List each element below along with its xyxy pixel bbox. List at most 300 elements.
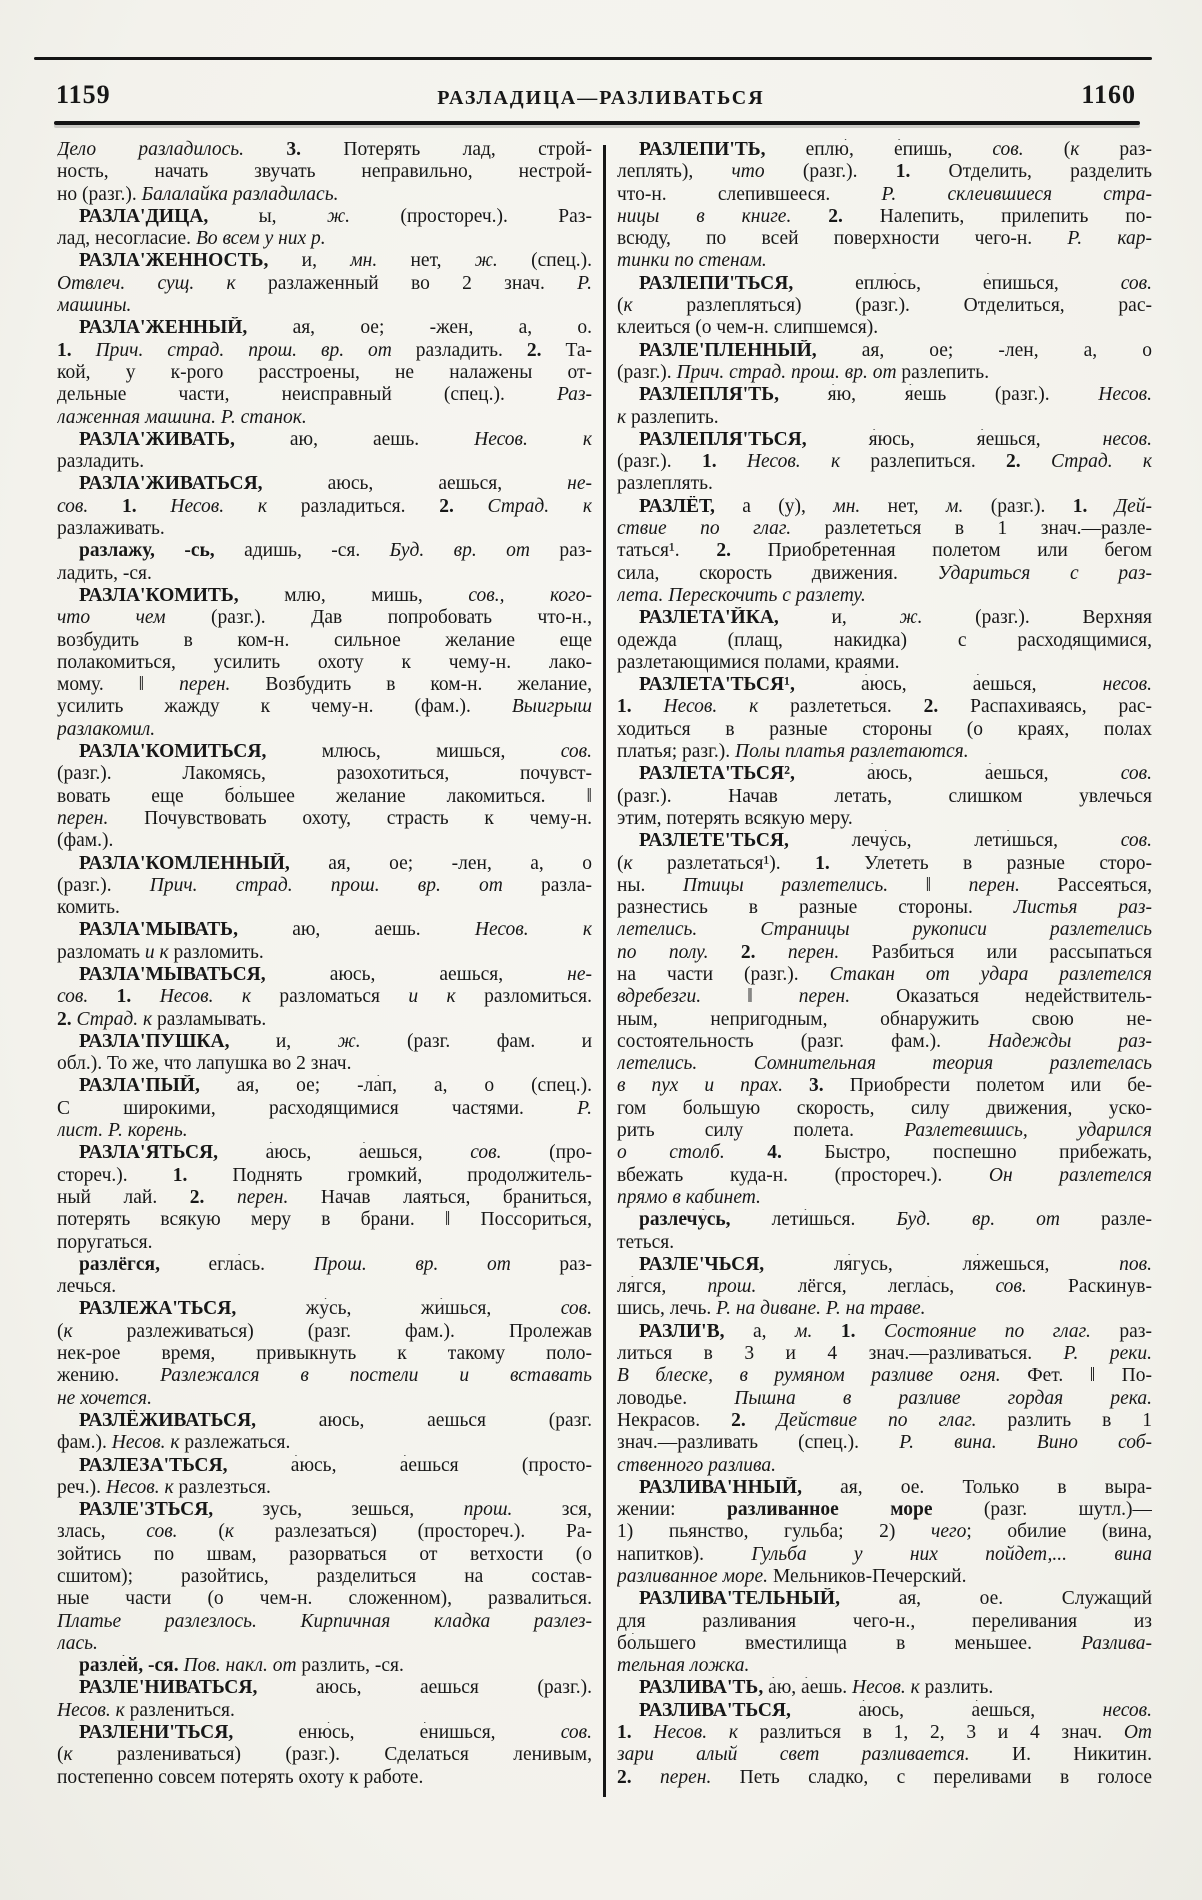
italic-text: Раз- (556, 384, 592, 406)
italic-text: Действие по глаг. (776, 1409, 1008, 1431)
italic-text: о столб. (617, 1142, 768, 1164)
plain-text: разлететься. (790, 696, 924, 718)
text-line (57, 1744, 592, 1766)
italic-text: Птицы разлетелись. (682, 874, 926, 896)
text-line (617, 652, 1152, 674)
bold-text: разлажу, -сь, (79, 540, 245, 562)
text-line (617, 1075, 1152, 1097)
bold-text: 2. (57, 1008, 77, 1030)
text-line (57, 1098, 592, 1120)
entry-start-line (617, 1321, 1152, 1343)
italic-text: ж. (326, 205, 401, 227)
plain-text: разломаться (279, 986, 409, 1008)
plain-text: ая, ое; -лен, а, о (861, 339, 1152, 361)
text-line (617, 1499, 1152, 1521)
entry-start-line (57, 1031, 592, 1053)
plain-text: и, (301, 250, 351, 272)
text-line (57, 1053, 592, 1075)
bold-text: 2. (617, 1766, 660, 1788)
plain-text: разлить. (924, 1677, 994, 1699)
plain-text: а́юсь, а́ешься, (858, 1699, 1103, 1721)
text-line (57, 1232, 592, 1254)
italic-text: Несов. к (852, 1677, 925, 1699)
text-line (57, 496, 592, 518)
text-line (57, 763, 592, 785)
bold-text: РАЗЛЁЖИВАТЬСЯ, (79, 1409, 319, 1431)
italic-text: перен. (798, 986, 897, 1008)
text-line (57, 518, 592, 540)
bold-text: РАЗЛА'ЖЕННОСТЬ, (79, 250, 302, 272)
bold-text: разле́й, -ся. (79, 1655, 184, 1677)
plain-text: Рассеяться, (1057, 874, 1152, 896)
entry-start-line (57, 1410, 592, 1432)
bold-text: РАЗЛИВА'ТЕЛЬНЫЙ, (639, 1588, 899, 1610)
plain-text: аюсь, аешься (разг. (318, 1409, 592, 1431)
plain-text: нет, (410, 250, 475, 272)
plain-text: разлаживать. (57, 518, 165, 540)
right-column (617, 139, 1152, 1797)
plain-text: раз- (559, 1253, 592, 1275)
italic-text: ственного разлива. (617, 1454, 777, 1476)
text-line (617, 1655, 1152, 1677)
bold-text: 3. (809, 1075, 850, 1097)
italic-text: несов. (1102, 674, 1152, 696)
italic-text: Во всем у них р. (195, 228, 326, 250)
plain-text: нек-рое время, привыкнуть к такому поло- (57, 1343, 592, 1365)
entry-start-line (617, 273, 1152, 295)
italic-text: мн. (833, 495, 888, 517)
plain-text: разлепляться) (разг.). Отделиться, рас- (686, 295, 1152, 317)
plain-text: обл.). То же, что лапушка во 2 знач. (57, 1053, 352, 1075)
italic-text: Разлетевшись, ударился (904, 1120, 1152, 1142)
bold-text: РАЗЛЕПЛЯ'ТЬСЯ, (639, 428, 869, 450)
plain-text: раз- (1119, 139, 1152, 160)
plain-text: жению. (57, 1365, 161, 1387)
italic-text: ж. (899, 607, 976, 629)
bold-text: РАЗЛИВА'ТЬ, (639, 1677, 769, 1699)
text-line (617, 719, 1152, 741)
plain-text: состоятельность (разг. фам.). (617, 1030, 989, 1052)
italic-text: Несов. к (105, 1476, 179, 1498)
plain-text: Почувствовать охоту, страсть к чему-н. (144, 807, 592, 829)
bold-text: РАЗЛА'МЫВАТЬ, (79, 919, 293, 941)
text-line (617, 1767, 1152, 1789)
text-line (617, 1343, 1152, 1365)
italic-text: и к (144, 941, 174, 963)
plain-text: Налепить, прилепить по- (879, 205, 1152, 227)
bold-text: 2. (439, 495, 488, 517)
entry-start-line (57, 473, 592, 495)
entry-start-line (617, 1588, 1152, 1610)
italic-text: к (623, 852, 668, 874)
italic-text: сов. (146, 1521, 219, 1543)
italic-text: машины. (57, 295, 132, 317)
entry-start-line (617, 1254, 1152, 1276)
italic-text: Он разлетелся (988, 1164, 1152, 1186)
plain-text: Распахиваясь, рас- (970, 696, 1152, 718)
plain-text: разлепить. (631, 406, 719, 428)
italic-text: ж. (337, 1030, 408, 1052)
italic-text: и к (408, 986, 485, 1008)
italic-text: лаженная машина. Р. станок. (57, 406, 307, 428)
bold-text: РАЗЛА'ДИЦА, (79, 205, 259, 227)
plain-text: теться. (617, 1231, 675, 1253)
plain-text: а́юсь, а́ешься (просто- (290, 1454, 592, 1476)
plain-text: разлепить. (901, 361, 990, 383)
italic-text: Несов. (1098, 384, 1152, 406)
italic-text: сов., кого- (468, 584, 592, 606)
plain-text: ; обилие (вина, (966, 1521, 1152, 1543)
text-columns (57, 139, 1152, 1797)
text-line (617, 184, 1152, 206)
plain-text: разлетающимися полами, краями. (617, 651, 900, 673)
plain-text: разле- (1101, 1209, 1152, 1231)
text-line (57, 808, 592, 830)
plain-text: Фет. ‖ По- (1027, 1365, 1152, 1387)
plain-text: Улететь в разные сторо- (864, 852, 1152, 874)
plain-text: я́юсь, я́ешься, (868, 428, 1103, 450)
plain-text: а́юсь, а́ешься, (867, 763, 1121, 785)
plain-text: лечься. (57, 1276, 117, 1298)
text-line (57, 1544, 592, 1566)
entry-start-line (57, 1655, 592, 1677)
entry-start-line (57, 1455, 592, 1477)
bold-text: РАЗЛА'ЯТЬСЯ, (79, 1142, 266, 1164)
entry-start-line (617, 1209, 1152, 1231)
italic-text: Состояние по глаг. (884, 1320, 1120, 1342)
italic-text: ж. (474, 250, 532, 272)
italic-text: в пух и прах. (617, 1075, 810, 1097)
italic-text: Выигрыш (511, 696, 592, 718)
plain-text: Приобрести полетом или бе- (849, 1075, 1152, 1097)
text-line (617, 630, 1152, 652)
plain-text: (разг.). Дав попробовать что-н., (210, 607, 592, 629)
italic-text: Пов. накл. от (183, 1655, 302, 1677)
bold-text: 2. (716, 540, 768, 562)
plain-text: лети́шься. (771, 1209, 897, 1231)
entry-start-line (617, 139, 1152, 161)
text-line (57, 1009, 592, 1031)
text-line (57, 273, 592, 295)
text-line (617, 1410, 1152, 1432)
italic-text: перен. (659, 1766, 740, 1788)
plain-text: ы, (258, 205, 327, 227)
text-line (617, 1566, 1152, 1588)
italic-text: сов. (992, 139, 1064, 160)
text-line (57, 1209, 592, 1231)
text-line (57, 139, 592, 161)
italic-text: сов. (1120, 763, 1152, 785)
text-line (57, 451, 592, 473)
entry-start-line (617, 384, 1152, 406)
bold-text: РАЗЛЕ'НИВАТЬСЯ, (79, 1677, 316, 1699)
bold-text: РАЗЛИВА'ННЫЙ, (639, 1476, 841, 1498)
plain-text: ‖ (747, 986, 799, 1008)
italic-text: ницы в книге. (617, 205, 829, 227)
plain-text: мому. ‖ (57, 674, 180, 696)
plain-text: гом большую скорость, силу движения, уско- (617, 1097, 1152, 1119)
plain-text: злась, (57, 1521, 147, 1543)
entry-start-line (617, 340, 1152, 362)
italic-text: тельная ложка. (617, 1655, 750, 1677)
italic-text: Прич. страд. прош. вр. от (676, 361, 902, 383)
plain-text: (про- (549, 1142, 592, 1164)
bold-text: 4. (767, 1142, 825, 1164)
text-line (617, 407, 1152, 429)
italic-text: лета. Перескочить с разлету. (617, 584, 866, 606)
bold-text: 2. (828, 205, 880, 227)
text-line (57, 897, 592, 919)
text-line (57, 1432, 592, 1454)
entry-start-line (57, 1677, 592, 1699)
entry-start-line (57, 1298, 592, 1320)
plain-text: ловодье. (617, 1387, 735, 1409)
plain-text: полакомиться, усилить охоту к чему-н. лако- (57, 651, 592, 673)
plain-text: а́юсь, а́ешься, (860, 674, 1103, 696)
plain-text: разломить. (173, 941, 264, 963)
plain-text: Мельников-Печерский. (772, 1566, 967, 1587)
plain-text: аюсь, аешься (разг.). (315, 1677, 592, 1699)
plain-text: знач.—разливать (спец.). (617, 1432, 900, 1454)
plain-text: сшитом); разойтись, разделиться на состав- (57, 1566, 592, 1587)
bold-text: разлёгся, (79, 1253, 209, 1275)
plain-text: разлезаться) (простореч.). Ра- (274, 1521, 592, 1543)
plain-text: (разг. шутл.)— (983, 1499, 1152, 1521)
text-line (57, 1276, 592, 1298)
italic-text: к (623, 295, 687, 317)
text-line (57, 942, 592, 964)
entry-start-line (57, 853, 592, 875)
plain-text: зусь, зешься, (262, 1499, 464, 1521)
text-line (617, 1365, 1152, 1387)
italic-text: перен. (57, 807, 145, 829)
bold-text: РАЗЛЕПИ'ТЬСЯ, (639, 272, 856, 294)
plain-text: платья; разг.). (617, 741, 736, 763)
text-line (617, 1388, 1152, 1410)
plain-text: ля́гусь, ля́жешься, (833, 1253, 1120, 1275)
bold-text: 1. (116, 986, 160, 1008)
plain-text: (разг.). Начав летать, слишком увлечься (617, 785, 1152, 807)
entry-start-line (57, 585, 592, 607)
plain-text: ные части (о чем-н. сложенном), развалиться. (57, 1588, 592, 1610)
text-line (57, 1588, 592, 1610)
plain-text: а́юсь, а́ешься, (265, 1142, 471, 1164)
entry-start-line (57, 429, 592, 451)
italic-text: по полу. (617, 941, 741, 963)
bold-text: РАЗЛА'ПЫЙ, (79, 1075, 237, 1097)
plain-text: ая, ое; -жен, а, о. (292, 317, 592, 339)
plain-text: что-н. слепившееся. (617, 183, 882, 205)
plain-text: на части (разг.). (617, 963, 830, 985)
entry-start-line (57, 1075, 592, 1097)
plain-text: и, (275, 1030, 338, 1052)
bold-text: РАЗЛА'КОМЛЕННЫЙ, (79, 852, 329, 874)
text-line (57, 1321, 592, 1343)
plain-text: еплю́, е́пишь, (805, 139, 993, 160)
text-line (617, 1120, 1152, 1142)
text-line (617, 161, 1152, 183)
text-line (617, 1633, 1152, 1655)
plain-text: поругаться. (57, 1231, 153, 1253)
text-line (57, 786, 592, 808)
text-line (57, 1477, 592, 1499)
text-line (617, 1053, 1152, 1075)
italic-text: к (63, 1320, 127, 1342)
plain-text: усилить жажду к чему-н. (фам.). (57, 696, 512, 718)
text-line (617, 1611, 1152, 1633)
plain-text: И. Никитин. (1012, 1744, 1152, 1766)
italic-text: Несов. к (111, 1432, 185, 1454)
italic-text: Полы платья разлетаются. (735, 741, 969, 763)
bold-text: РАЗЛЕНИ'ТЬСЯ, (79, 1722, 299, 1744)
plain-text: разлиться в 1, 2, 3 и 4 знач. (759, 1722, 1124, 1744)
italic-text: зари алый свет разливается. (617, 1744, 1013, 1766)
plain-text: лечу́сь, лети́шься, (851, 830, 1121, 852)
text-line (617, 986, 1152, 1008)
italic-text: Прич. страд. прош. вр. от (95, 339, 416, 361)
plain-text: Поднять громкий, продолжитель- (232, 1164, 592, 1186)
text-line (617, 1744, 1152, 1766)
plain-text: млю, мишь, (284, 584, 469, 606)
plain-text: раз- (559, 540, 592, 562)
bold-text: 2. (731, 1409, 777, 1431)
italic-text: От (1123, 1722, 1152, 1744)
plain-text: бо́льшего вместилища в меньшее. (617, 1632, 1082, 1654)
plain-text: еплю́сь, е́пишься, (855, 272, 1121, 294)
plain-text: разладить. (415, 339, 527, 361)
entry-start-line (57, 964, 592, 986)
bold-text: 1. (815, 852, 865, 874)
text-line (57, 407, 592, 429)
plain-text: и, (831, 607, 900, 629)
text-line (57, 1633, 592, 1655)
bold-text: РАЗЛЕЖА'ТЬСЯ, (79, 1298, 306, 1320)
text-line (617, 786, 1152, 808)
entry-start-line (57, 540, 592, 562)
plain-text: ая, ое; -лен, а, о (328, 852, 592, 874)
text-line (617, 1298, 1152, 1320)
plain-text: ным, непригодным, обнаружить свою не- (617, 1008, 1152, 1030)
plain-text: разлеживаться) (разг. фам.). Пролежав (126, 1320, 592, 1342)
plain-text: для разливания чего-н., переливания из (617, 1610, 1152, 1632)
plain-text: аюсь, аешься, (329, 963, 568, 985)
text-line (617, 1521, 1152, 1543)
plain-text: лад, несогласие. (57, 228, 196, 250)
italic-text: Разлежался в постели и вставать (160, 1365, 592, 1387)
italic-text: Несов. к (653, 1722, 760, 1744)
bold-text: 1. (701, 451, 747, 473)
italic-text: вдребезги. (617, 986, 748, 1008)
italic-text: летелись. Сомнительная теория разлетелась (617, 1053, 1152, 1075)
plain-text: аюсь, аешься, (327, 473, 568, 495)
text-line (617, 1165, 1152, 1187)
italic-text: сов. (560, 741, 592, 763)
italic-text: к (224, 1521, 275, 1543)
text-line (57, 719, 592, 741)
bold-text: 1. (1072, 495, 1115, 517)
italic-text: Балалайка разладилась. (141, 183, 339, 205)
plain-text: Начав лаяться, браниться, (320, 1186, 592, 1208)
italic-text: Дело разладилось. (57, 139, 287, 160)
italic-text: Дей- (1114, 495, 1152, 517)
text-line (617, 451, 1152, 473)
text-line (617, 540, 1152, 562)
text-line (57, 1365, 592, 1387)
plain-text: Разбиться или рассыпаться (871, 941, 1152, 963)
plain-text: шись, лечь. (617, 1298, 717, 1320)
italic-text: Несов. к (746, 451, 871, 473)
plain-text: (разг.). (802, 161, 896, 183)
plain-text: разлить в 1 (1007, 1409, 1152, 1431)
bold-text: РАЗЛА'КОМИТЬ, (79, 584, 285, 606)
italic-text: ствие по глаг. (617, 518, 825, 540)
text-line (617, 585, 1152, 607)
text-line (617, 1276, 1152, 1298)
plain-text: (простореч.). Раз- (400, 205, 592, 227)
entry-start-line (617, 674, 1152, 696)
plain-text: клеиться (о чем-н. слипшемся). (617, 317, 879, 339)
plain-text: разладить. (57, 451, 145, 473)
text-line (617, 295, 1152, 317)
text-line (617, 206, 1152, 228)
plain-text: леплять), (617, 161, 732, 183)
italic-text: перен. (787, 941, 872, 963)
entry-start-line (57, 919, 592, 941)
italic-text: Отвлеч. сущ. к (57, 272, 268, 294)
entry-start-line (617, 607, 1152, 629)
plain-text: Оказаться недействитель- (896, 986, 1152, 1008)
plain-text: одежда (плащ, накидка) с расходящимися, (617, 629, 1152, 651)
page-number-left: 1159 (56, 80, 111, 109)
text-line (57, 1700, 592, 1722)
text-line (57, 696, 592, 718)
italic-text: Несов. к (474, 919, 592, 941)
entry-start-line (57, 206, 592, 228)
italic-text: перен. (236, 1186, 321, 1208)
plain-text: ая, ое. Служащий (898, 1588, 1152, 1610)
plain-text: ( (218, 1521, 225, 1543)
entry-start-line (57, 1142, 592, 1164)
italic-text: лась. (57, 1632, 98, 1654)
plain-text: кой, у к-рого расстроены, не налажены от- (57, 361, 592, 383)
bold-text: РАЗЛЕЗА'ТЬСЯ, (79, 1454, 291, 1476)
text-line (57, 1343, 592, 1365)
bold-text: РАЗЛЁТ, (639, 495, 743, 517)
text-line (617, 1142, 1152, 1164)
plain-text: Приобретенная полетом или бегом (767, 540, 1152, 562)
italic-text: не хочется. (57, 1387, 152, 1409)
plain-text: (спец.). (531, 250, 592, 272)
italic-text: сов. (57, 495, 122, 517)
bold-text: РАЗЛА'КОМИТЬСЯ, (79, 741, 322, 763)
italic-text: м. (795, 1320, 841, 1342)
text-line (617, 1432, 1152, 1454)
bold-text: разлечу́сь, (639, 1209, 772, 1231)
bold-text: РАЗЛА'МЫВАТЬСЯ, (79, 963, 330, 985)
plain-text: напитков). (617, 1543, 752, 1565)
italic-text: прямо в кабинет. (617, 1186, 761, 1208)
italic-text: Удариться с раз- (937, 562, 1152, 584)
plain-text: Отделить, разделить (948, 161, 1152, 183)
plain-text: разлететься в 1 знач.—разле- (824, 518, 1152, 540)
bold-text: РАЗЛЕ'ПЛЕННЫЙ, (639, 339, 862, 361)
plain-text: (фам.). (57, 830, 114, 852)
italic-text: Прош. вр. от (313, 1253, 560, 1275)
bold-text: 2. (189, 1186, 237, 1208)
text-line (57, 1611, 592, 1633)
text-line (617, 1722, 1152, 1744)
bold-text: 1. (57, 339, 96, 361)
